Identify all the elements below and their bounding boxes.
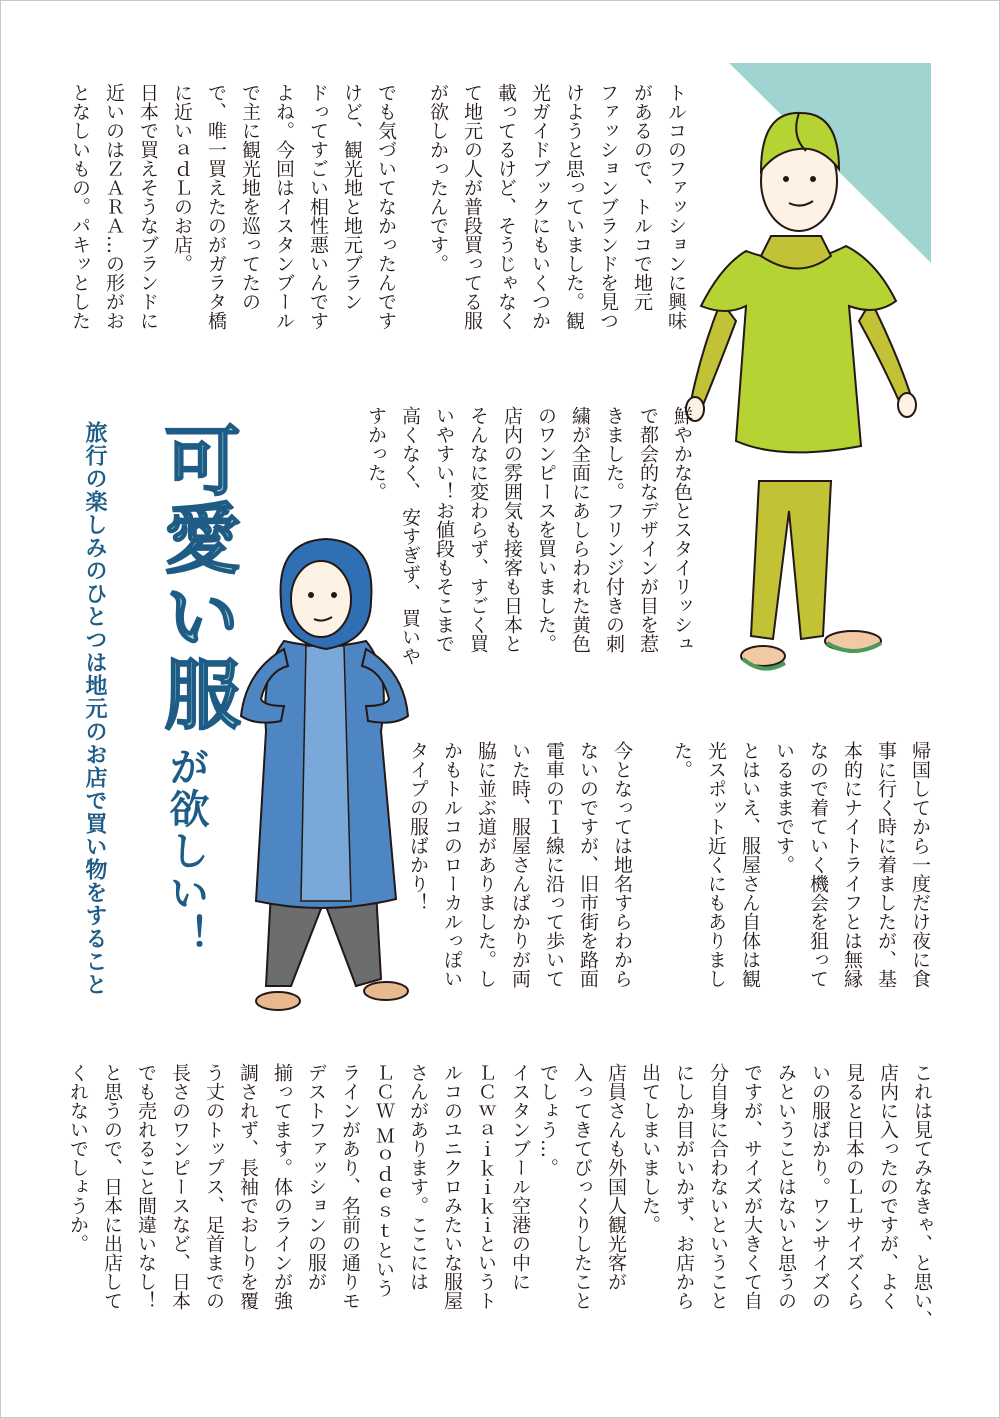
text-middle-left: 今となっては地名すらわから ないのですが、旧市街を路面 電車のＴ１線に沿って歩いて いた時、服屋さんばかりが両 脇に並ぶ道がありました。し かもトルコのローカルっぽい タイプの服ばかり！: [407, 741, 633, 988]
subtitle: 旅行の楽しみのひとつは地元のお店で買い物をすること: [82, 421, 107, 996]
text-bottom-right: これは見てみなきゃ、と思い、 店内に入ったのですが、よく 見ると日本のＬＬサイズくら いの服ばかり。ワンサイズの みということはないと思うの ですが、サイズが大きくて自 分自身に合わないということ にしか目がいかず、お店から 出てしまいました。 店員さんも外国人観光客が 入ってきてびっくりしたこと でしょう…。: [537, 1063, 933, 1329]
text-top-left: でも気づいてなかったんです けど、観光地と地元ブラン ドってすごい相性悪いんです よね。今回はイスタンブール で主に観光地を巡ってたの で、唯一買えたのがガラタ橋 に近いａｄＬのお店。 日本で買えそうなブランドに 近いのはＺＡＲＡ…の形がお となしいもの。パキッとした: [69, 83, 397, 330]
text-middle-right: 帰国してから一度だけ夜に食 事に行く時に着ましたが、基 本的にナイトライフとは無縁 なので着ていく機会を狙って いるままです。 とはいえ、服屋さん自体は観 光スポット近くにもありまし た。: [671, 741, 931, 988]
text-middle-upper: 鮮やかな色とスタイリッシュ で都会的なデザインが目を惹 きました。フリンジ付きの刺 繍が全面にあしらわれた黄色 のワンピースを買いました。 店内の雰囲気も接客も日本と そんなに変わらず、すごく買 いやすい！お値段もそこまで 高くなく、 安すぎず、 買いや すかった。: [365, 406, 693, 666]
text-top-right: トルコのファッションに興味 があるので、トルコで地元 ファッションブランドを見つ けようと思っていました。観 光ガイドブックにもいくつか 載ってるけど、そうじゃなく て地元の人が普段買ってる服 が欲しかったんです。: [427, 83, 687, 330]
page-title: 可愛い服: [152, 421, 241, 733]
green-dress-illustration: [681, 91, 941, 691]
text-bottom-left: イスタンブール空港の中に ＬＣｗａｉｋｉｋｉというト ルコのユニクロみたいな服屋 さんがあります。ここには ＬＣＷ Ｍｏｄｅｓｔという ラインがあり、名前の通りモ デストファッションの服が 揃ってます。体のラインが強 調されず、長袖でおしりを覆 う丈のトップス、足首までの 長さのワンピースなど、日本 でも売れること間違いなし！ と思うので、日本に出店して くれないでしょうか。: [67, 1063, 531, 1310]
page-title-tail: が欲しい！: [163, 746, 209, 956]
